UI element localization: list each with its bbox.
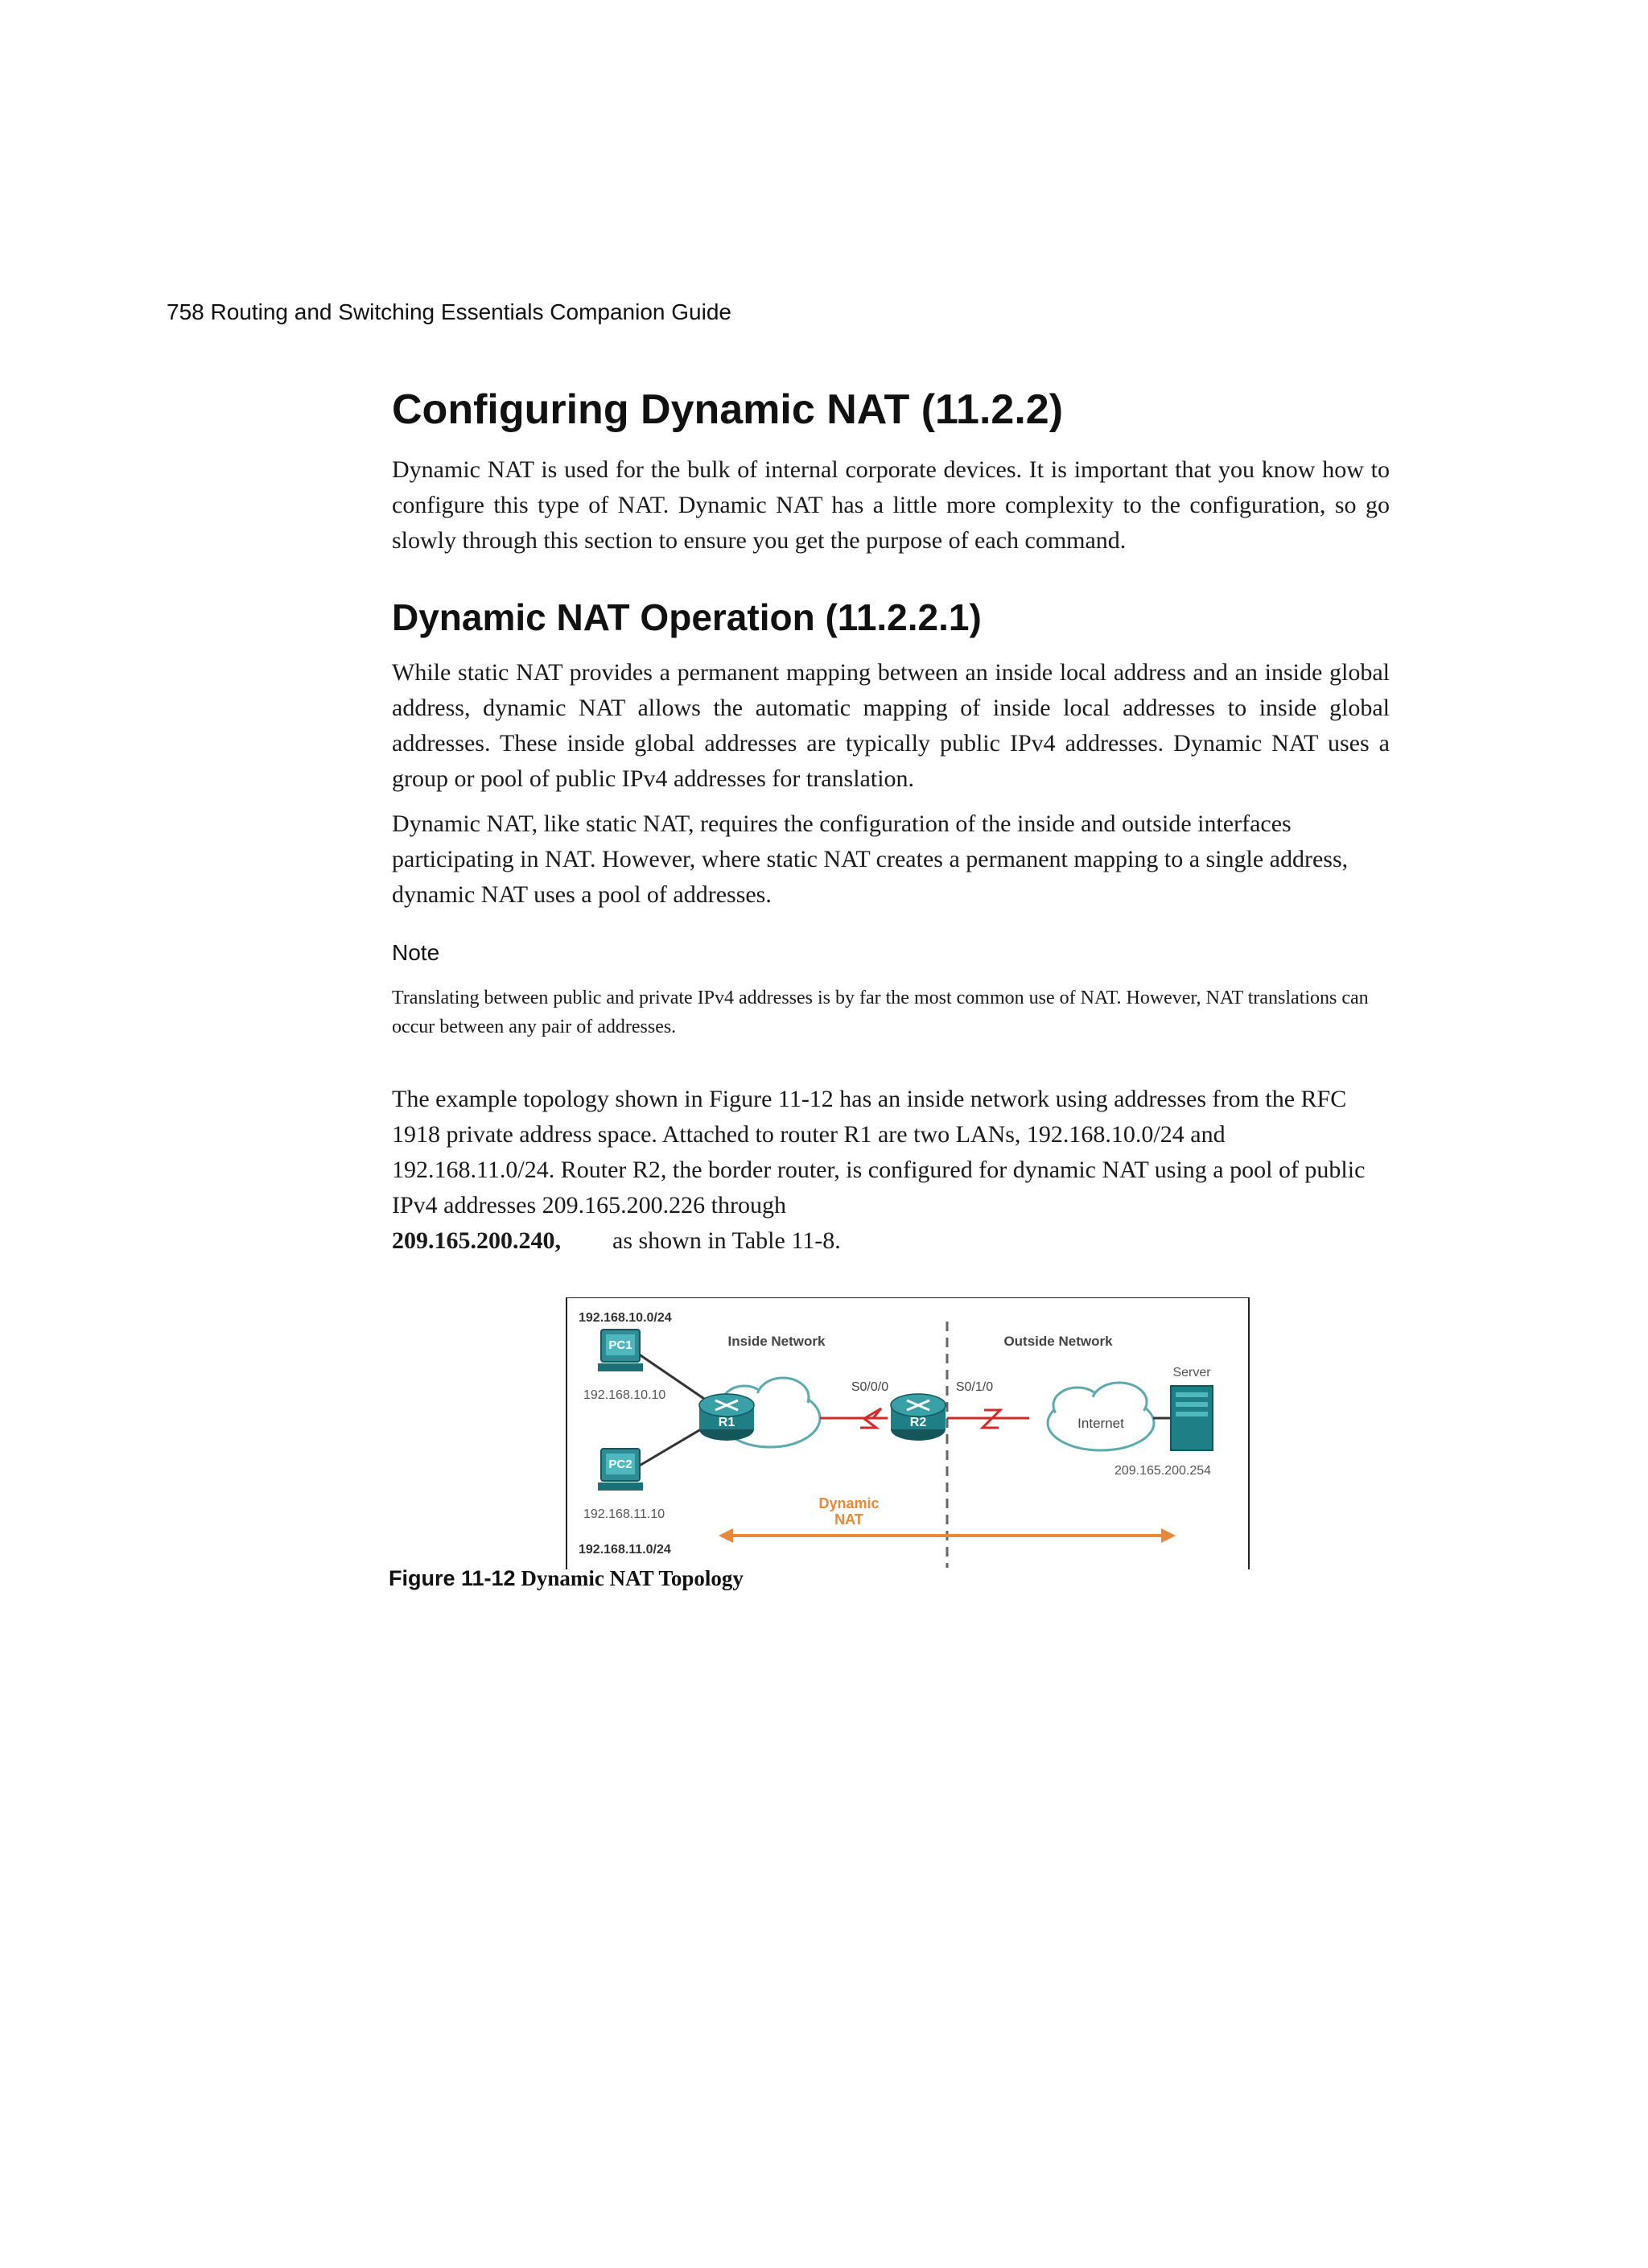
router-r1-icon [699,1394,754,1441]
example-bold-address: 209.165.200.240, [392,1227,561,1254]
subsection-title: Dynamic NAT Operation (11.2.2.1) [392,596,982,638]
r2-label: R2 [909,1416,927,1429]
pc2-label: PC2 [608,1458,632,1471]
internet-label: Internet [1077,1416,1124,1431]
pc2-ip: 192.168.11.10 [583,1507,665,1521]
pc1-label: PC1 [608,1338,632,1352]
figure-number: Figure 11-12 [389,1566,516,1590]
s010-label: S0/1/0 [955,1380,994,1394]
nat-range-arrow [719,1528,1176,1543]
section-paragraph: Dynamic NAT is used for the bulk of internal corporate devices. It is important that you know how to configure this type of NAT. Dynamic NAT has a little more complexity to the configuration, so go slowly through this section to ensure you get the purpose of each command. [392,456,1390,554]
section-title: Configuring Dynamic NAT (11.2.2) [392,386,1064,433]
topology-diagram [566,1297,1250,1569]
page-content [392,383,1390,1259]
running-head: 758 Routing and Switching Essentials Companion Guide [167,299,731,324]
lan1-label: 192.168.10.0/24 [579,1311,672,1325]
server-icon [1171,1386,1213,1450]
figure-title: Dynamic NAT Topology [521,1566,744,1590]
r1-label: R1 [718,1416,735,1429]
operation-paragraph-2: Dynamic NAT, like static NAT, requires the configuration of the inside and outside interfaces participating in NAT. However, where static NAT creates a permanent mapping to a single address, dynamic NAT uses a pool of addresses. [392,810,1349,908]
figure-caption [389,1566,744,1591]
lan2-label: 192.168.11.0/24 [579,1543,671,1557]
note-text: Translating between public and private IPv4 addresses is by far the most common use of NAT. However, NAT translations can occur between any pair of addresses. [392,988,1369,1037]
example-paragraph [392,1082,1390,1259]
s000-label: S0/0/0 [851,1380,889,1394]
inside-network-label: Inside Network [727,1334,826,1349]
topology-figure [566,1297,1250,1569]
pc1-icon [598,1330,643,1371]
pc1-ip: 192.168.10.10 [583,1388,666,1402]
dynamic-label: Dynamic [818,1495,880,1511]
outside-network-label: Outside Network [1003,1334,1113,1349]
server-ip: 209.165.200.254 [1114,1464,1212,1478]
operation-paragraph-1: While static NAT provides a permanent mapping between an inside local address and an inside global address, dynamic NAT allows the automatic mapping of inside local addresses to inside global addresses. These inside global addresses are typically public IPv4 addresses. Dynamic NAT uses a group or pool of public IPv4 addresses for translation. [392,659,1390,792]
example-text: The example topology shown in Figure 11-12 has an inside network using addresses from the RFC 1918 private address space. Attached to router R1 are two LANs, 192.168.10.0/24 and 192.168.11.0/24. Router R2, the border router, is configured for dynamic NAT using a pool of public IPv4 addresses 209.165.200.226 through [392,1086,1366,1219]
example-tail: as shown in Table 11-8. [612,1227,841,1254]
internet-cloud-icon [1048,1383,1154,1450]
nat-label: NAT [834,1511,863,1528]
note-label: Note [392,940,440,965]
router-r2-icon [891,1394,946,1441]
pc2-icon [598,1449,643,1491]
server-label: Server [1172,1366,1211,1379]
